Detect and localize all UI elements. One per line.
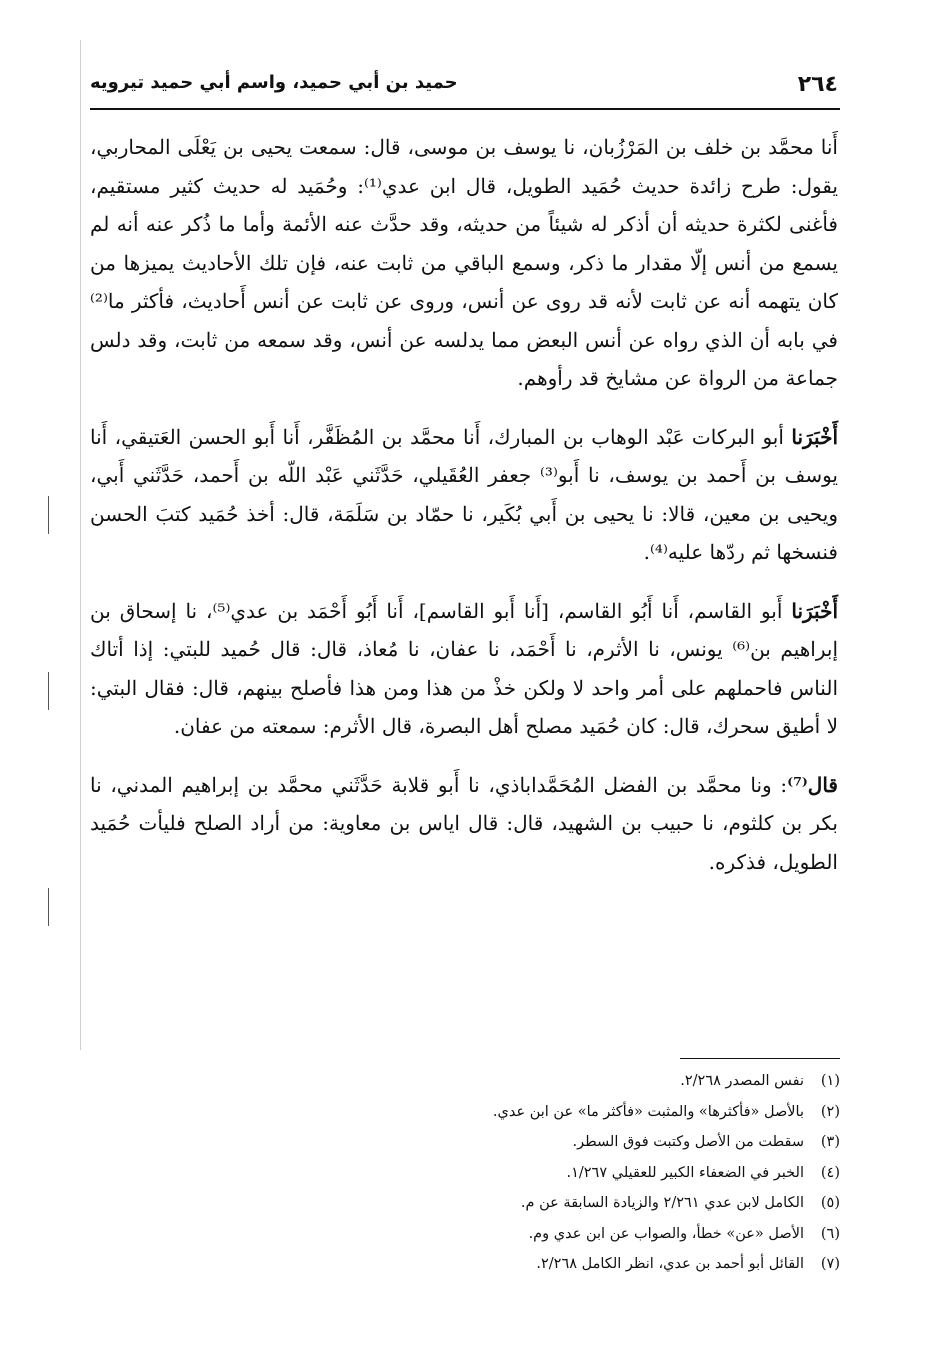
footnote-text: الخبر في الضعفاء الكبير للعقيلي ١/٢٦٧.	[566, 1164, 804, 1181]
page-header	[90, 70, 838, 106]
footnote-number: (٤)	[820, 1164, 840, 1181]
footnote-text: نفس المصدر ٢/٢٦٨.	[680, 1073, 804, 1089]
footnote-item	[380, 1097, 840, 1128]
footnote-item	[380, 1188, 840, 1219]
footnote-number: (١)	[820, 1073, 840, 1089]
footnote-number: (٢)	[820, 1103, 840, 1120]
footnote-number: (٣)	[820, 1134, 840, 1150]
footnote-item	[380, 1066, 840, 1097]
running-title: حميد بن أبي حميد، واسم أبي حميد تيرويه	[90, 72, 458, 93]
paragraph-text: أَبو القاسم، أَنا أَبُو القاسم، [أَنا أَبو القاسم]، أَنا أَبُو أَحْمَد بن عدي⁽⁵⁾، نا إسحاق بن إبراهيم بن⁽⁶⁾ يونس، نا الأثرم، نا أَحْمَد، نا عفان، نا مُعاذ، قال: قال حُميد للبتي: إذا أتاك الناس فاحملهم على أمر واحد لا ولكن خذْ من هذا ومن هذا فأصلح بينهم، قال: فقال البتي: لا أطيق سحرك، قال: كان حُمَيد مصلح أهل البصرة، قال الأثرم: سمعته من عفان.	[90, 598, 838, 738]
margin-marker	[48, 672, 49, 710]
paragraph-text: : ونا محمَّد بن الفضل المُحَمَّداباذي، نا أَبو قلابة حَدَّثَني محمَّد بن إبراهيم المدني، نا بكر بن كلثوم، نا حبيب بن الشهيد، قال: قال اياس بن معاوية: من أراد الصلح فليأت حُمَيد الطويل، فذكره.	[90, 772, 838, 874]
paragraph-text: أبو البركات عَبْد الوهاب بن المبارك، أَنا محمَّد بن المُظَفَّر، أَنا أَبو الحسن العَتيقي، أَنا يوسف بن أَحمد بن يوسف، نا أَبو⁽³⁾ جعفر العُقَيلي، حَدَّثَني عَبْد اللّه بن أَحمد، حَدَّثَني أَبي، ويحيى بن معين، قالا: نا يحيى بن أَبي بُكَير، نا حمّاد بن سَلَمَة، قال: أخذ حُمَيد كتبَ الحسن فنسخها ثم ردّها عليه⁽⁴⁾.	[90, 424, 838, 564]
margin-marker	[48, 888, 49, 926]
paragraph-lead: أَخْبَرَنا	[791, 424, 838, 449]
footnote-text: الأصل «عن» خطأ، والصواب عن ابن عدي وم.	[528, 1225, 804, 1242]
paragraph-2	[90, 418, 838, 572]
footnote-text: بالأصل «فأكثرها» والمثبت «فأكثر ما» عن ابن عدي.	[492, 1103, 804, 1120]
footnote-number: (٦)	[820, 1225, 840, 1242]
footnote-item	[380, 1219, 840, 1250]
page-edge-line	[80, 40, 81, 1050]
footnote-text: الكامل لابن عدي ٢/٢٦١ والزيادة السابقة عن م.	[520, 1195, 804, 1211]
footnote-number: (٧)	[820, 1256, 840, 1272]
paragraph-3	[90, 592, 838, 746]
footnote-item	[380, 1127, 840, 1158]
paragraph-4	[90, 766, 838, 882]
main-text	[90, 128, 838, 901]
footnote-text: سقطت من الأصل وكتبت فوق السطر.	[572, 1134, 804, 1150]
footnote-rule	[680, 1058, 840, 1059]
footnotes	[380, 1066, 840, 1280]
footnote-item	[380, 1158, 840, 1189]
page-number: ٢٦٤	[797, 72, 838, 97]
footnote-text: القائل أبو أحمد بن عدي، انظر الكامل ٢/٢٦٨.	[536, 1256, 804, 1272]
paragraph-1	[90, 128, 838, 398]
paragraph-text: أَنا محمَّد بن خلف بن المَرْزُبان، نا يوسف بن موسى، قال: سمعت يحيى بن يَعْلَى المحاربي، يقول: طرح زائدة حديث حُمَيد الطويل، قال ابن عدي⁽¹⁾: وحُمَيد له حديث كثير مستقيم، فأغنى لكثرة حديثه أن أذكر له شيئاً من حديثه، وقد حدَّث عنه الأئمة وأما ما ذُكر عنه أنه لم يسمع من أنس إلّا مقدار ما ذكر، وسمع الباقي من ثابت عنه، فإن تلك الأحاديث يميزها من كان يتهمه أنه عن ثابت لأنه قد روى عن أنس، وروى عن ثابت عن أنس أَحاديث، فأكثر ما⁽²⁾ في بابه أن الذي رواه عن أنس البعض مما يدلسه عن أنس، وقد سمعه من ثابت، وقد دلس جماعة من الرواة عن مشايخ قد رأوهم.	[90, 135, 838, 390]
paragraph-lead: قال⁽⁷⁾	[787, 772, 838, 797]
header-rule	[90, 108, 840, 110]
footnote-number: (٥)	[820, 1195, 840, 1211]
margin-marker	[48, 496, 49, 534]
footnote-item	[380, 1249, 840, 1280]
paragraph-lead: أَخْبَرَنا	[791, 598, 838, 623]
